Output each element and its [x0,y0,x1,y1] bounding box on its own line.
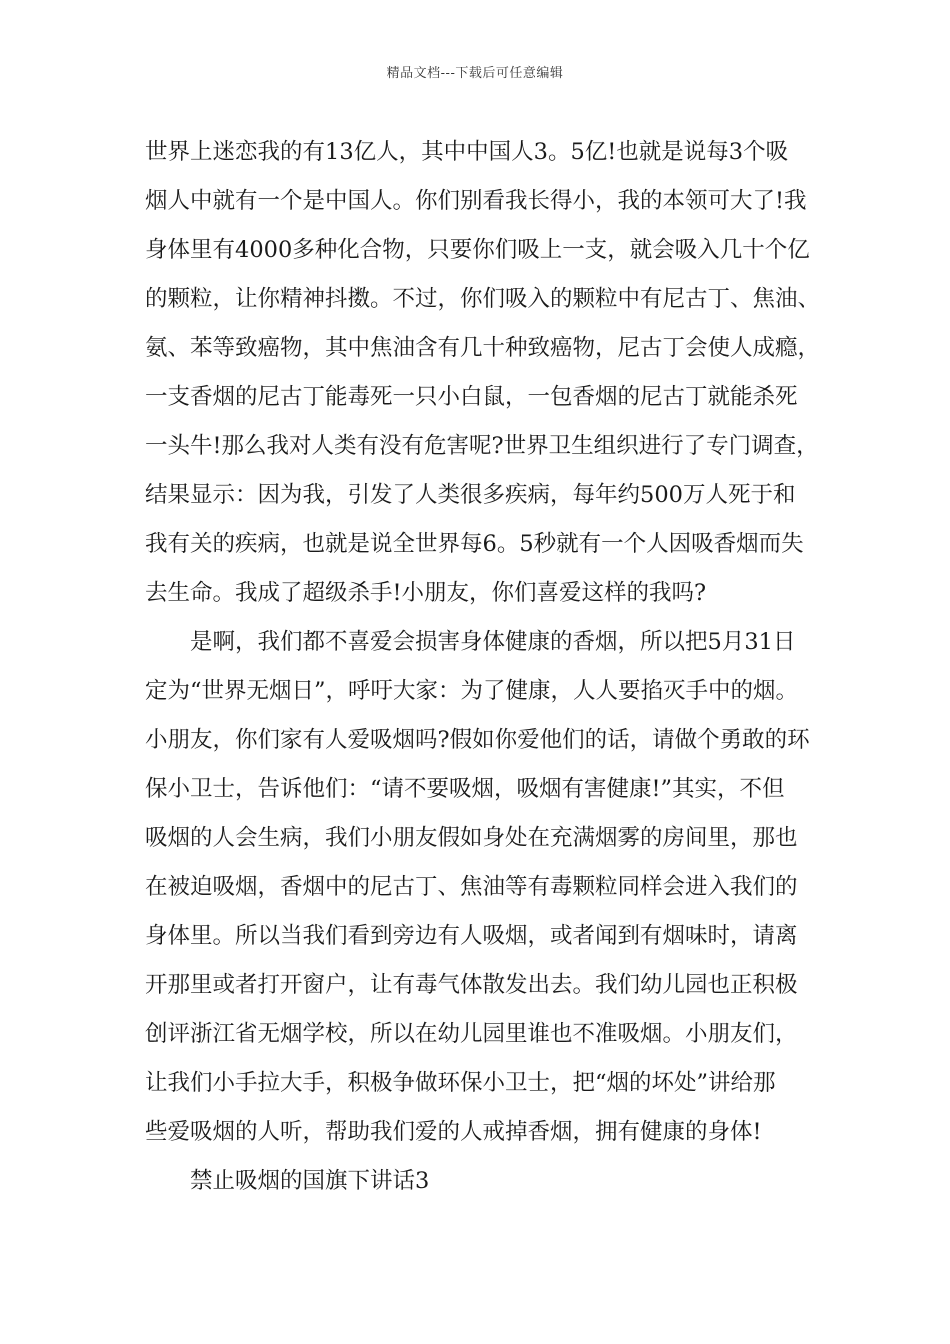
paragraph-2-line-8: 开那里或者打开窗户，让有毒气体散发出去。我们幼儿园也正积极 [145,972,798,998]
paragraph-1-line-7: 一头牛!那么我对人类有没有危害呢?世界卫生组织进行了专门调查， [145,433,819,459]
paragraph-1-line-10: 去生命。我成了超级杀手!小朋友，你们喜爱这样的我吗? [145,580,707,606]
paragraph-2-line-5: 吸烟的人会生病，我们小朋友假如身处在充满烟雾的房间里，那也 [145,825,798,851]
paragraph-1-line-2: 烟人中就有一个是中国人。你们别看我长得小，我的本领可大了!我 [145,188,807,214]
paragraph-2-line-1: 是啊，我们都不喜爱会损害身体健康的香烟，所以把5月31日 [190,629,796,655]
paragraph-2-line-4: 保小卫士，告诉他们：“请不要吸烟，吸烟有害健康!”其实，不但 [145,776,785,802]
section-heading: 禁止吸烟的国旗下讲话3 [190,1168,430,1194]
paragraph-2-line-10: 让我们小手拉大手，积极争做环保小卫士，把“烟的坏处”讲给那 [145,1070,776,1096]
page-header: 精品文档---下载后可任意编辑 [386,66,564,81]
paragraph-1-line-3: 身体里有4000多种化合物，只要你们吸上一支，就会吸入几十个亿 [145,237,810,263]
paragraph-1-line-4: 的颗粒，让你精神抖擞。不过，你们吸入的颗粒中有尼古丁、焦油、 [145,286,821,312]
paragraph-2-line-6: 在被迫吸烟，香烟中的尼古丁、焦油等有毒颗粒同样会进入我们的 [145,874,798,900]
paragraph-2-line-3: 小朋友，你们家有人爱吸烟吗?假如你爱他们的话，请做个勇敢的环 [145,727,810,753]
paragraph-2-line-9: 创评浙江省无烟学校，所以在幼儿园里谁也不准吸烟。小朋友们， [145,1021,798,1047]
paragraph-2-line-11: 些爱吸烟的人听，帮助我们爱的人戒掉香烟，拥有健康的身体! [145,1119,762,1145]
paragraph-1-line-6: 一支香烟的尼古丁能毒死一只小白鼠，一包香烟的尼古丁就能杀死 [145,384,798,410]
paragraph-1-line-8: 结果显示：因为我，引发了人类很多疾病，每年约500万人死于和 [145,482,796,508]
paragraph-1-line-5: 氨、苯等致癌物，其中焦油含有几十种致癌物，尼古丁会使人成瘾， [145,335,821,361]
paragraph-2-line-7: 身体里。所以当我们看到旁边有人吸烟，或者闻到有烟味时，请离 [145,923,798,949]
paragraph-1-line-1: 世界上迷恋我的有13亿人，其中中国人3。5亿!也就是说每3个吸 [145,139,789,165]
paragraph-1-line-9: 我有关的疾病，也就是说全世界每6。5秒就有一个人因吸香烟而失 [145,531,804,557]
paragraph-2-line-2: 定为“世界无烟日”，呼吁大家：为了健康，人人要掐灭手中的烟。 [145,678,799,704]
